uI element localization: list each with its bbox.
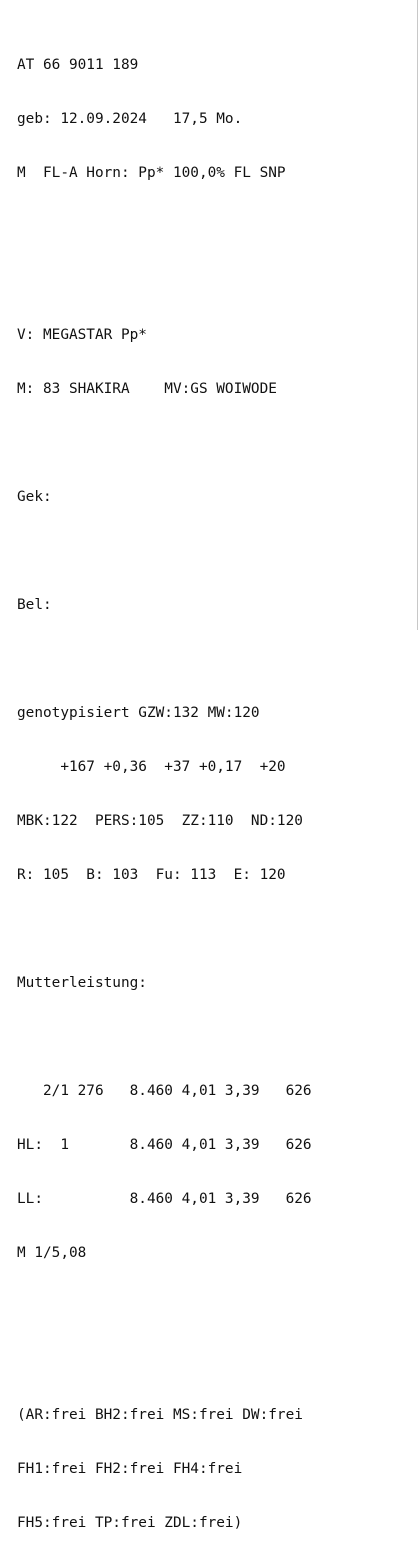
spacer — [17, 1028, 312, 1046]
spacer — [17, 434, 312, 452]
genetics-line: FH1:frei FH2:frei FH4:frei — [17, 1461, 243, 1477]
genetics-line: FH5:frei TP:frei ZDL:frei) — [17, 1515, 243, 1531]
performance-title: Mutterleistung: — [17, 975, 147, 991]
spacer — [17, 920, 312, 938]
performance-line: HL: 1 8.460 4,01 3,39 626 — [17, 1137, 312, 1153]
breeding-values-line: MBK:122 PERS:105 ZZ:110 ND:120 — [17, 813, 303, 829]
sire-line: V: MEGASTAR Pp* — [17, 327, 147, 343]
breed-line: M FL-A Horn: Pp* 100,0% FL SNP — [17, 165, 286, 181]
gek-label: Gek: — [17, 489, 52, 505]
genetics-line: (AR:frei BH2:frei MS:frei DW:frei — [17, 1407, 303, 1423]
birth-line: geb: 12.09.2024 17,5 Mo. — [17, 111, 243, 127]
breeding-values-line: +167 +0,36 +37 +0,17 +20 — [17, 759, 286, 775]
spacer — [17, 650, 312, 668]
spacer — [17, 1352, 312, 1370]
dam-line: M: 83 SHAKIRA MV:GS WOIWODE — [17, 381, 277, 397]
spacer — [17, 1298, 312, 1316]
breeding-values-line: genotypisiert GZW:132 MW:120 — [17, 705, 260, 721]
performance-line: LL: 8.460 4,01 3,39 626 — [17, 1191, 312, 1207]
bel-label: Bel: — [17, 597, 52, 613]
spacer — [17, 542, 312, 560]
document-text — [17, 20, 312, 1568]
performance-line: M 1/5,08 — [17, 1245, 87, 1261]
performance-line: 2/1 276 8.460 4,01 3,39 626 — [17, 1083, 312, 1099]
ear-tag-line: AT 66 9011 189 — [17, 57, 139, 73]
breeding-values-line: R: 105 B: 103 Fu: 113 E: 120 — [17, 867, 286, 883]
spacer — [17, 218, 312, 236]
spacer — [17, 272, 312, 290]
